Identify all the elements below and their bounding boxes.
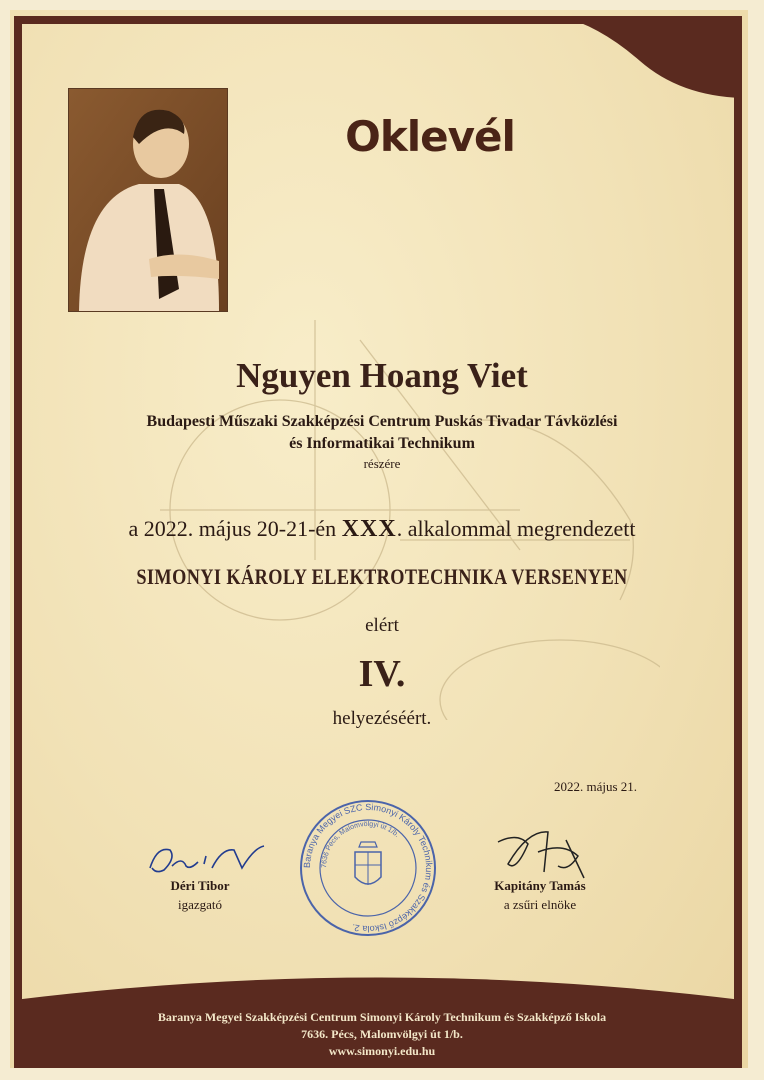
footer-institution: Baranya Megyei Szakképzési Centrum Simonyi Károly Technikum és Szakképző Iskola [157, 1010, 607, 1024]
stamp-address: 7636 Pécs, Malomvölgyi út 1/b. [320, 820, 401, 869]
achieved-label: elért [365, 615, 399, 636]
recipient-name: Nguyen Hoang Viet [236, 356, 528, 395]
competition-suffix: . alkalommal megrendezett [396, 516, 636, 541]
school-line-1: Budapesti Műszaki Szakképzési Centrum Puskás Tivadar Távközlési [146, 413, 618, 430]
frame-corner-wave [560, 16, 750, 106]
footer-website: www.simonyi.edu.hu [328, 1044, 436, 1058]
placement-label: helyezéséért. [332, 708, 432, 729]
director-signature [142, 838, 272, 880]
jury-chair-name: Kapitány Tamás [494, 878, 586, 893]
competition-number: XXX [341, 516, 397, 542]
director-role: igazgató [177, 897, 223, 912]
jury-chair-signature [488, 822, 598, 884]
school-name [20, 411, 744, 455]
placement: IV. [358, 653, 406, 695]
competition-prefix: a 2022. május 20-21-én [128, 516, 337, 541]
for-label: részére [363, 456, 401, 471]
portrait-photo [68, 88, 228, 312]
stamp-text: Baranya Megyei SZC Simonyi Károly Technikum és Szakképző Iskola 2. [301, 801, 435, 935]
competition-name: SIMONYI KÁROLY ELEKTROTECHNIKA VERSENYEN [136, 564, 628, 589]
official-stamp [297, 797, 439, 939]
jury-chair-role: a zsűri elnöke [503, 897, 577, 912]
footer-address: 7636. Pécs, Malomvölgyi út 1/b. [301, 1027, 463, 1041]
school-line-2: és Informatikai Technikum [289, 435, 475, 452]
competition-sentence [20, 516, 744, 543]
issue-date: 2022. május 21. [554, 779, 638, 794]
diploma-title: Oklevél [345, 112, 515, 161]
director-name: Déri Tibor [170, 878, 230, 893]
